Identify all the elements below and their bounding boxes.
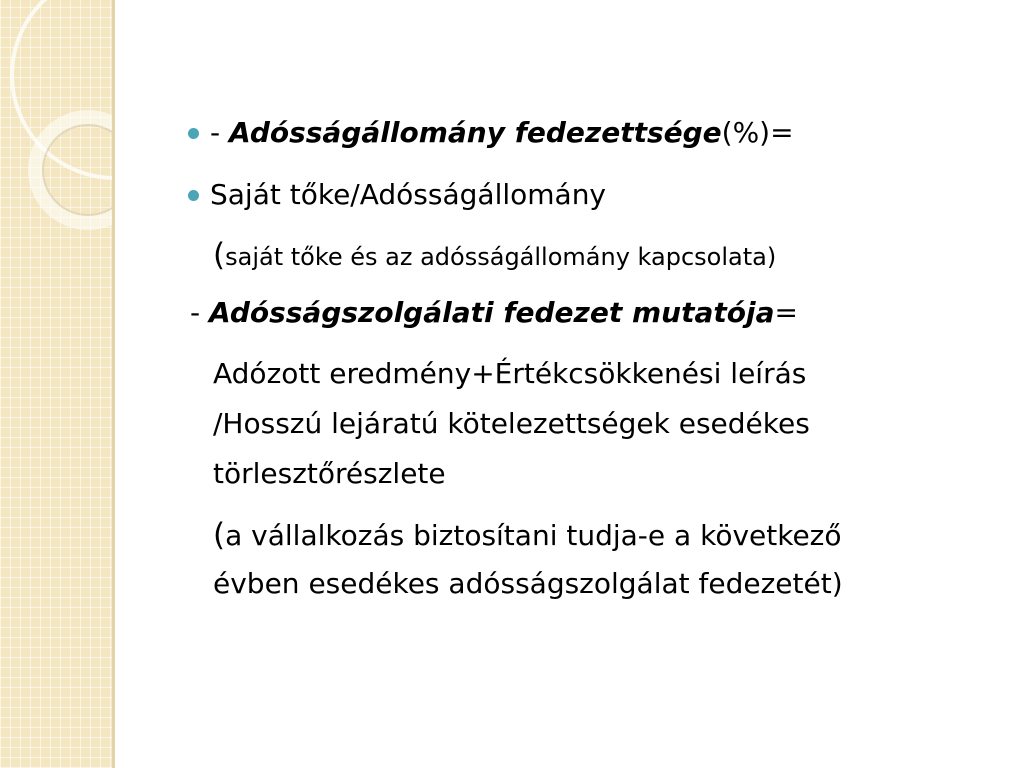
note-equity-relation [213,238,776,274]
note-debt-service-line-1 [213,518,842,553]
item1-suffix: (%)= [721,116,794,149]
item1-prefix: - [210,116,230,149]
item1-term: Adósságállomány fedezettsége [229,116,722,149]
list-item-equity-ratio [210,178,606,212]
note-debt-service-line-2: évben esedékes adósságszolgálat fedezetét) [213,567,843,600]
item-debt-service-coverage [190,296,798,330]
formula-line-1: Adózott eredmény+Értékcsökkenési leírás [213,357,807,390]
bullet-icon [188,128,199,139]
item2-text: Saját tőke/Adósságállomány [210,178,607,211]
bullet-icon [188,190,199,201]
note2-line1: a vállalkozás biztosítani tudja-e a következő [225,519,842,552]
note1-text: saját tőke és az adósságállomány kapcsolata) [225,243,777,271]
formula-line-2: /Hosszú lejáratú kötelezettségek esedékes [213,407,810,440]
item3-term: Adósságszolgálati fedezet mutatója [209,296,775,329]
item3-suffix: = [774,296,798,329]
note1-open-paren: ( [213,237,226,273]
list-item-debt-coverage [210,116,794,150]
formula-line-3: törlesztőrészlete [213,457,446,490]
item3-prefix: - [190,296,210,329]
note2-open-paren: ( [213,517,226,553]
